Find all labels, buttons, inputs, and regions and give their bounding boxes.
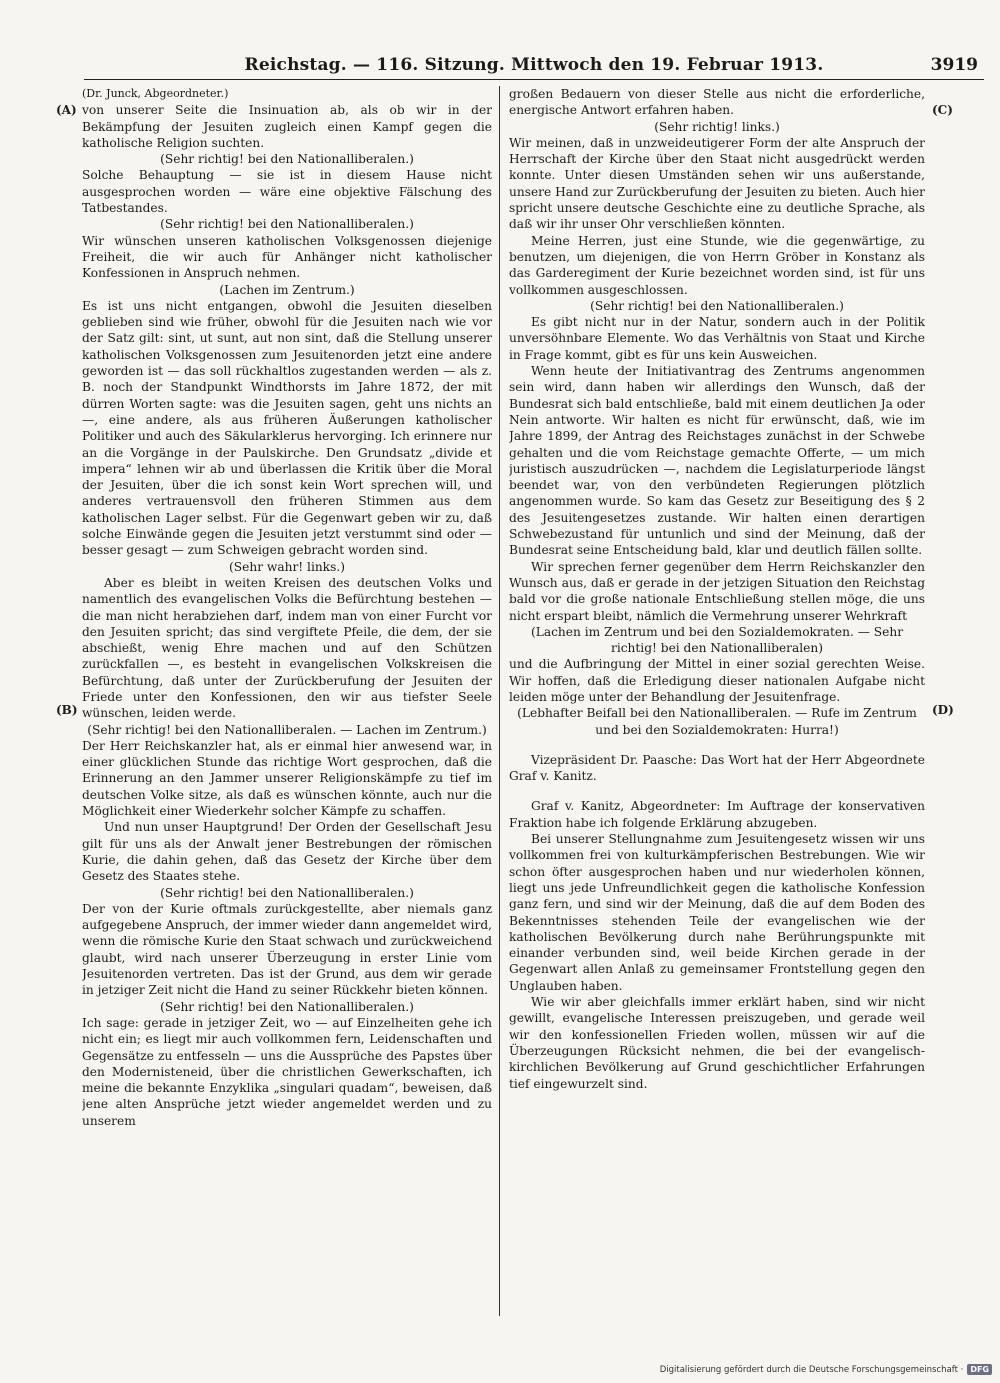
paragraph: Solche Behauptung — sie ist in diesem Hause nicht ausgesprochen worden — wäre eine objektive Fälschung des Tatbestandes.	[82, 168, 492, 216]
footer	[660, 1364, 992, 1375]
paragraph: großen Bedauern von dieser Stelle aus nicht die erforderliche, energische Antwort erfahren haben.	[509, 87, 925, 118]
paragraph: von unserer Seite die Insinuation ab, als ob wir in der Bekämpfung der Jesuiten zugleich einen Kampf gegen die katholische Religion suchten.	[82, 103, 492, 150]
paragraph: Wenn heute der Initiativantrag des Zentrums angenommen sein wird, dann haben wir allerdings den Wunsch, daß der Bundesrat sich bald entschließe, bald mit einem deutlichen Ja oder Nein antworte. Wir halten es nicht für erwünscht, daß, wie im Jahre 1899, der Antrag des Reichstages zunächst in der Schwebe gehalten und die vom Reichstage gemachte Offerte, — um mich juristisch auszudrücken —, nachdem die Legislaturperiode längst beendet war, von den verbündeten Regierungen plötzlich angenommen wurde. So kam das Gesetz zur Beseitigung des § 2 des Jesuitengesetzes zustande. Wir halten einen derartigen Schwebezustand für untunlich und sind der Meinung, daß der Bundesrat seine Entscheidung bald, klar und deutlich fällen sollte.	[509, 364, 925, 558]
interjection: (Sehr wahr! links.)	[229, 559, 345, 574]
margin-mark-a: (A)	[56, 103, 77, 117]
interjection: (Lebhafter Beifall bei den Nationalliberalen. — Rufe im Zentrum und bei den Sozialdemokraten: Hurra!)	[517, 706, 917, 737]
interjection: (Sehr richtig! bei den Nationalliberalen.)	[160, 152, 414, 167]
paragraph: Und nun unser Hauptgrund! Der Orden der Gesellschaft Jesu gilt für uns als der Anwalt jener Bestrebungen der römischen Kurie, die dahin gehen, daß das Gesetz der Kirche über dem Gesetz des Staates stehe.	[82, 820, 492, 884]
margin-mark-b: (B)	[56, 703, 78, 717]
left-column	[82, 86, 492, 1316]
margin-mark-c: (C)	[932, 103, 953, 117]
interjection: (Lachen im Zentrum.)	[219, 282, 355, 297]
column-divider	[499, 86, 500, 1316]
paragraph: Es ist uns nicht entgangen, obwohl die Jesuiten dieselben geblieben sind wie früher, obwohl für die Jesuiten nach wie vor der Satz gilt: sint, ut sunt, aut non sint, daß die Stellung unserer katholischen Volksgenossen zum Jesuitenorden jetzt eine andere geworden ist — das soll rückhaltlos zugestanden werden — als z. B. noch der Standpunkt Windthorsts im Jahre 1872, der mit dürren Worten sagte: was die Jesuiten sagen, geht uns nichts an —, eine andere, als aus früheren Äußerungen katholischer Politiker und auch des Säkularklerus hervorging. Ich erinnere nur an die Vorgänge in der Paulskirche. Den Grundsatz „divide et impera“ lehnen wir ab und überlassen die Kritik über die Moral der Jesuiten, über die ich sonst kein Wort sprechen will, und anderes vertrauensvoll den früheren Stimmen aus dem katholischen Lager selbst. Für die Gegenwart geben wir zu, daß solche Einwände gegen die Jesuiten jetzt verstummt sind oder — besser gesagt — zum Schweigen gebracht worden sind.	[82, 298, 492, 558]
header-title: Reichstag. — 116. Sitzung. Mittwoch den 19. Februar 1913.	[244, 55, 824, 75]
speaker-paragraph: Vizepräsident Dr. Paasche: Das Wort hat der Herr Abgeordnete Graf v. Kanitz.	[509, 752, 925, 784]
right-column	[509, 86, 925, 1316]
interjection: (Sehr richtig! bei den Nationalliberalen. — Lachen im Zentrum.)	[87, 722, 487, 737]
paragraph: Meine Herren, just eine Stunde, wie die gegenwärtige, zu benutzen, um diejenigen, die von Herrn Gröber in Konstanz als das Garderegiment der Kurie bezeichnet worden sind, ist für uns vollkommen ausgeschlossen.	[509, 233, 925, 297]
interjection: (Lachen im Zentrum und bei den Sozialdemokraten. — Sehr richtig! bei den Nationalliberalen)	[530, 624, 904, 656]
interjection: (Sehr richtig! bei den Nationalliberalen.)	[160, 999, 414, 1014]
paragraph: Aber es bleibt in weiten Kreisen des deutschen Volks und namentlich des evangelischen Volks die Befürchtung bestehen — die man nicht herabziehen darf, indem man von einer Furcht vor den Jesuiten spricht; das sind vergiftete Pfeile, die dem, der sie abschießt, wenig Ehre machen und auf den Schützen zurückfallen —, es besteht in evangelischen Volkskreisen die Befürchtung, daß unter der Zurückberufung der Jesuiten der Friede unter den Konfessionen, den wir aus tiefster Seele wünschen, leiden werde.	[82, 575, 492, 721]
paragraph: Wir meinen, daß in unzweideutigerer Form der alte Anspruch der Herrschaft der Kirche über den Staat nicht ausgedrückt werden konnte. Unter diesen Umständen sehen wir uns außerstande, unsere Hand zur Zurückberufung der Jesuiten zu bieten. Auch hier spricht unsere deutsche Geschichte eine zu deutliche Sprache, als daß wir ihr unser Ohr verschließen könnten.	[509, 135, 925, 232]
interjection: (Sehr richtig! bei den Nationalliberalen.)	[160, 885, 414, 900]
paragraph: und die Aufbringung der Mittel in einer sozial gerechten Weise. Wir hoffen, daß die Erledigung dieser nationalen Aufgabe nicht leiden möge unter der Behandlung der Jesuitenfrage.	[509, 657, 925, 704]
page-header	[84, 53, 984, 80]
page-number: 3919	[930, 55, 978, 75]
paragraph: Der Herr Reichskanzler hat, als er einmal hier anwesend war, in einer glücklichen Stunde das richtige Wort gesprochen, daß die Erinnerung an den Jammer unserer Religionskämpfe zu tief im deutschen Volke sitze, als daß es wünschen könnte, auch nur die Möglichkeit einer Wiederkehr solcher Kämpfe zu schaffen.	[82, 738, 492, 819]
paragraph: Wir sprechen ferner gegenüber dem Herrn Reichskanzler den Wunsch aus, daß er gerade in der jetzigen Situation den Reichstag bald vor die große nationale Entschließung stellen möge, die uns nicht erspart bleibt, nämlich die Vermehrung unserer Wehrkraft	[509, 559, 925, 623]
paragraph: Ich sage: gerade in jetziger Zeit, wo — auf Einzelheiten gehe ich nicht ein; es liegt mir auch vollkommen fern, Leidenschaften und Gegensätze zu entfesseln — uns die Aussprüche des Papstes über den Modernisteneid, über die christlichen Gewerkschaften, ich meine die bekannte Enzyklika „singulari quadam“, beweisen, daß jene alten Ansprüche jetzt wieder angemeldet werden und zu unserem	[82, 1015, 492, 1128]
paragraph: Bei unserer Stellungnahme zum Jesuitengesetz wissen wir uns vollkommen frei von kulturkämpferischen Bestrebungen. Wie wir schon öfter ausgesprochen haben und nur wiederholen können, liegt uns jede Unfreundlichkeit gegen die katholische Konfession ganz fern, und sind wir der Meinung, daß die auf dem Boden des Bekenntnisses stehenden Teile der evangelischen wie der katholischen Bevölkerung durch nahe Berührungspunkte mit einander verbunden sind, weil beide Kirchen gerade in der Gegenwart allen Anlaß zu gemeinsamer Frontstellung gegen den Unglauben haben.	[509, 832, 925, 993]
paragraph: Wie wir aber gleichfalls immer erklärt haben, sind wir nicht gewillt, evangelische Interessen preiszugeben, und gerade weil wir den konfessionellen Frieden wollen, müssen wir auf die Überzeugungen Rücksicht nehmen, die bei der evangelisch-kirchlichen Bevölkerung auf Grund geschichtlicher Erfahrungen tief eingewurzelt sind.	[509, 995, 925, 1091]
interjection: (Sehr richtig! bei den Nationalliberalen.)	[590, 298, 844, 313]
interjection: (Sehr richtig! links.)	[654, 119, 780, 134]
paragraph: Es gibt nicht nur in der Natur, sondern auch in der Politik unversöhnbare Elemente. Wo das Verhältnis von Staat und Kirche in Frage kommt, gibt es für uns kein Ausweichen.	[509, 315, 925, 362]
dfg-logo: DFG	[967, 1364, 992, 1375]
paragraph: Der von der Kurie oftmals zurückgestellte, aber niemals ganz aufgegebene Anspruch, der immer wieder dann angemeldet wird, wenn die römische Kurie den Staat schwach und zurückweichend glaubt, wird nach unserer Überzeugung in erster Linie vom Jesuitenorden vertreten. Das ist der Grund, aus dem wir gerade in jetziger Zeit nicht die Hand zu seiner Rückkehr bieten können.	[82, 901, 492, 998]
interjection: (Sehr richtig! bei den Nationalliberalen.)	[160, 217, 414, 232]
margin-mark-d: (D)	[932, 703, 954, 717]
paragraph: (Dr. Junck, Abgeordneter.)	[82, 87, 229, 100]
footer-text: Digitalisierung gefördert durch die Deutsche Forschungsgemeinschaft ·	[659, 1364, 964, 1375]
speaker-paragraph: Graf v. Kanitz, Abgeordneter: Im Auftrage der konservativen Fraktion habe ich folgende Erklärung abzugeben.	[509, 799, 925, 830]
paragraph: Wir wünschen unseren katholischen Volksgenossen diejenige Freiheit, die wir auch für Anhänger nicht katholischer Konfessionen in Anspruch nehmen.	[82, 233, 492, 281]
